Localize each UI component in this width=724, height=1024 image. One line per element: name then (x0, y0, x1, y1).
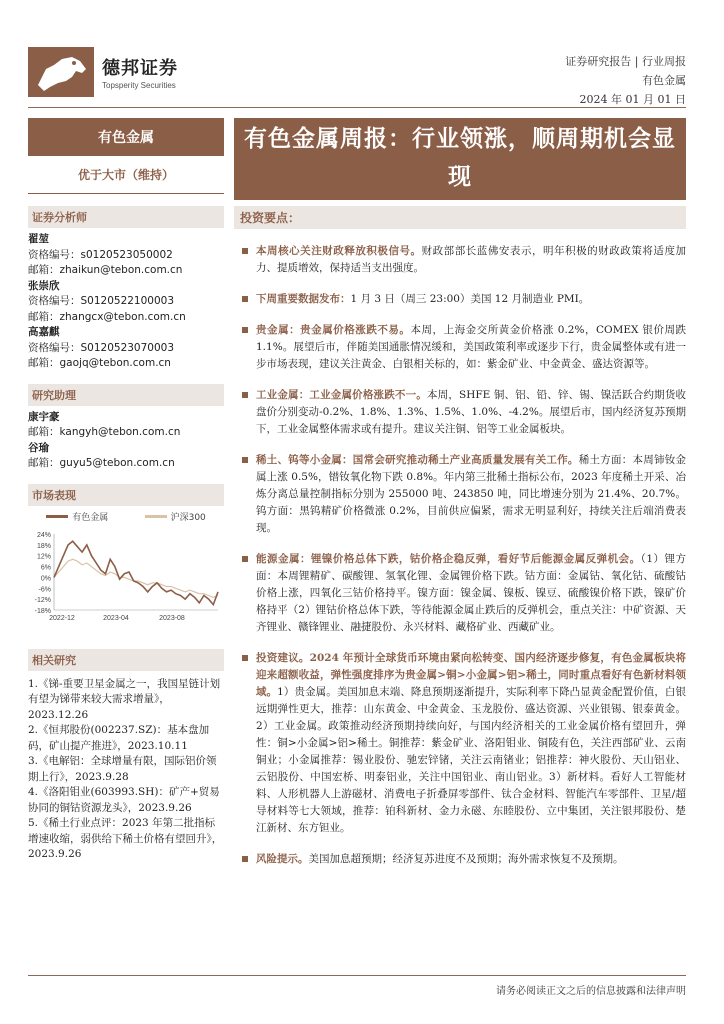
assistant-email[interactable]: 邮箱：kangyh@tebon.com.cn (28, 426, 181, 438)
key-point (242, 851, 686, 868)
analyst-email[interactable]: 邮箱：zhaikun@tebon.com.cn (28, 264, 183, 276)
analyst-list (28, 232, 224, 372)
key-point (242, 322, 686, 373)
y-tick-label: 18% (36, 542, 51, 550)
x-tick-label: 2022-12 (49, 614, 75, 622)
related-item[interactable]: 5.《稀土行业点评：2023 年第二批指标增速收缩，弱供给下稀土价格有望回升》，2023.9.26 (28, 817, 223, 860)
bull-logo-icon (28, 47, 94, 97)
x-tick-label: 2023-08 (159, 614, 185, 622)
analyst-name: 高嘉麒 (28, 326, 60, 338)
footer-disclaimer[interactable]: 请务必阅读正文之后的信息披露和法律声明 (496, 986, 686, 997)
market-chart-svg (28, 530, 224, 626)
x-tick-label: 2023-04 (103, 614, 129, 622)
related-item[interactable]: 4.《洛阳钼业(603993.SH)：矿产+贸易协同的铜钴资源龙头》，2023.9.26 (28, 786, 220, 814)
key-point-head: 工业金属：工业金属价格涨跌不一。 (256, 389, 427, 401)
key-point-body: 财政部部长蓝佛安表示，明年积极的财政政策将适度加力、提质增效，保持适当支出强度。 (256, 245, 687, 274)
company-logo (28, 44, 228, 100)
key-point-head: 本周核心关注财政释放积极信号。 (256, 245, 422, 257)
y-tick-label: -6% (38, 585, 51, 593)
key-point-head: 风险提示。 (256, 853, 309, 865)
header-divider (28, 107, 686, 108)
analyst-name: 张崇欣 (28, 279, 60, 292)
analyst-cert: 资格编号：s0120523050002 (28, 248, 173, 261)
y-tick-label: 0% (40, 574, 51, 582)
legend-swatch (46, 515, 68, 518)
legend-item (46, 510, 108, 523)
key-point (242, 291, 686, 308)
legend-label: 沪深300 (170, 513, 206, 523)
y-tick-label: 6% (40, 564, 51, 572)
logo-cn-text: 德邦证券 (102, 58, 178, 79)
key-point-head: 能源金属：锂镍价格总体下跌，钴价格企稳反弹，看好节后能源金属反弹机会。 (256, 553, 641, 565)
key-point-head: 贵金属：贵金属价格涨跌不易。 (256, 324, 411, 336)
legend-swatch (145, 515, 167, 518)
key-point-body: （1）锂方面：本周锂精矿、碳酸锂、氢氧化锂、金属锂价格下跌。钴方面：金属钴、氧化钴、硫酸钴价格上涨，四氧化三钴价格持平。镍方面：镍金属、镍板、镍豆、硫酸镍价格下跌，镍矿价格持平（2）锂钴价格总体下跌，等待能源金属止跌后的反弹机会，重点关注：中矿资源、天齐锂业、赣锋锂业、融捷股份、永兴材料、藏格矿业、西藏矿业。 (256, 553, 686, 633)
analyst-cert: 资格编号：S0120523070003 (28, 341, 175, 354)
assistant-name: 谷瑜 (28, 441, 49, 454)
key-point (242, 387, 686, 438)
industry-box: 有色金属 (28, 118, 224, 156)
key-point (242, 650, 686, 837)
key-point (242, 452, 686, 537)
key-points-list (234, 243, 686, 868)
header-industry: 有色金属 (642, 74, 686, 87)
key-point-body: 本周，SHFE 铜、铝、铅、锌、锡、镍活跃合约期货收盘价分别变动-0.2%、1.8%、1.3%、1.5%、1.0%、-4.2%。展望后市，国内经济复苏预期下，工业金属整体需求或有提升。建议关注铜、铝等工业金属板块。 (256, 389, 686, 435)
related-item[interactable]: 1.《锑-重要卫星金属之一，我国星链计划有望为锑带来较大需求增量》，2023.12.26 (28, 677, 221, 721)
left-sidebar (28, 118, 224, 863)
related-item[interactable]: 2.《恒邦股份(002237.SZ)：基本盘加码，矿山提产推进》，2023.10.11 (28, 724, 210, 752)
key-point-body: 美国加息超预期；经济复苏进度不及预期；海外需求恢复不及预期。 (308, 853, 624, 865)
assistants-title: 研究助理 (28, 384, 224, 406)
series-line (54, 541, 218, 604)
key-points-title: 投资要点： (234, 206, 686, 229)
analyst-cert: 资格编号：S0120522100003 (28, 295, 175, 307)
analyst-email[interactable]: 邮箱：gaojq@tebon.com.cn (28, 357, 171, 369)
rating: 优于大市（维持） (28, 166, 224, 194)
report-type: 证券研究报告 | 行业周报 (565, 55, 686, 68)
key-point (242, 551, 686, 636)
related-title: 相关研究 (28, 649, 224, 671)
report-date: 2024 年 01 月 01 日 (579, 93, 686, 106)
analyst-email[interactable]: 邮箱：zhangcx@tebon.com.cn (28, 310, 186, 323)
y-tick-label: -12% (34, 596, 51, 604)
analysts-title: 证券分析师 (28, 206, 224, 228)
report-title: 有色金属周报：行业领涨，顺周期机会显现 (234, 118, 686, 200)
related-item[interactable]: 3.《电解铝：全球增量有限，国际铝价领期上行》，2023.9.28 (28, 755, 217, 783)
market-chart (28, 530, 224, 645)
series-line (54, 559, 218, 597)
key-point-body: 1 月 3 日（周三 23:00）美国 12 月制造业 PMI。 (350, 293, 590, 305)
key-point-head: 稀土、钨等小金属：国常会研究推动稀土产业高质量发展有关工作。 (256, 454, 579, 466)
y-tick-label: -18% (34, 607, 51, 615)
analyst-name: 翟堃 (28, 233, 49, 245)
related-list (28, 677, 224, 863)
y-tick-label: 24% (36, 531, 51, 539)
legend-label: 有色金属 (72, 513, 109, 523)
key-point-body: 1）贵金属。美国加息末端、降息预期逐渐提升，实际利率下降凸显黄金配置价值，白银远期弹性更大，推荐：山东黄金、中金黄金、玉龙股份、盛达资源、兴业银锡、银泰黄金。2）工业金属。政策推动经济预期持续向好，与国内经济相关的工业金属价格有望回升，弹性：铜>小金属>铝>稀土。铜推荐：紫金矿业、洛阳钼业、铜陵有色，关注西部矿业、云南铜业；小金属推荐：锡业股份、驰宏锌锗，关注云南锗业；铝推荐：神火股份、天山铝业、云铝股份、中国宏桥、明泰铝业，关注中国铝业、南山铝业。3）新材料。看好人工智能材料、人形机器人上游磁材、消费电子折叠屏零部件、钛合金材料、智能汽车零部件、卫星/超导材料等七大领域，推荐：铂科新材、金力永磁、东睦股份、立中集团，关注银邦股份、楚江新材、东方钽业。 (256, 686, 686, 834)
key-point (242, 243, 686, 277)
key-point-body: 稀土方面：本周铈钕金属上涨 0.5%，镨钕氧化物下跌 0.8%。年内第三批稀土指标公布，2023 年度稀土开采、冶炼分离总量控制指标分别为 255000 吨、243850 吨，同比增速分别为 21.4%、20.7%。钨方面：黑钨精矿价格微涨 0.2%，目前供应偏紧，需求无明显利好，持续关注后端消费表现。 (256, 454, 687, 534)
chart-legend (28, 510, 224, 524)
logo-en-text: Topsperity Securities (102, 81, 176, 90)
key-point-body: 本周，上海金交所黄金价格涨 0.2%，COMEX 银价周跌 1.1%。展望后市，伴随美国通胀情况缓和，美国政策利率或逐步下行，贵金属整体或有进一步市场表现，建议关注黄金、白银相关标的，如：紫金矿业、中金黄金、盛达资源等。 (256, 324, 687, 370)
footer-divider (28, 975, 686, 976)
assistant-email[interactable]: 邮箱：guyu5@tebon.com.cn (28, 457, 175, 469)
y-tick-label: 12% (36, 553, 51, 561)
header-meta (565, 52, 686, 109)
assistant-list (28, 410, 224, 472)
legend-item (145, 510, 206, 523)
main-content (234, 118, 686, 882)
key-point-head: 投资建议。2024 年预计全球货币环境由紧向松转变、国内经济逐步修复，有色金属板块将迎来超额收益，弹性强度排序为贵金属>铜>小金属>铝>稀土，同时重点看好有色新材料领域。 (256, 652, 686, 698)
key-point-head: 下周重要数据发布： (256, 293, 351, 305)
market-title: 市场表现 (28, 484, 224, 506)
assistant-name: 康宇豪 (28, 410, 60, 423)
